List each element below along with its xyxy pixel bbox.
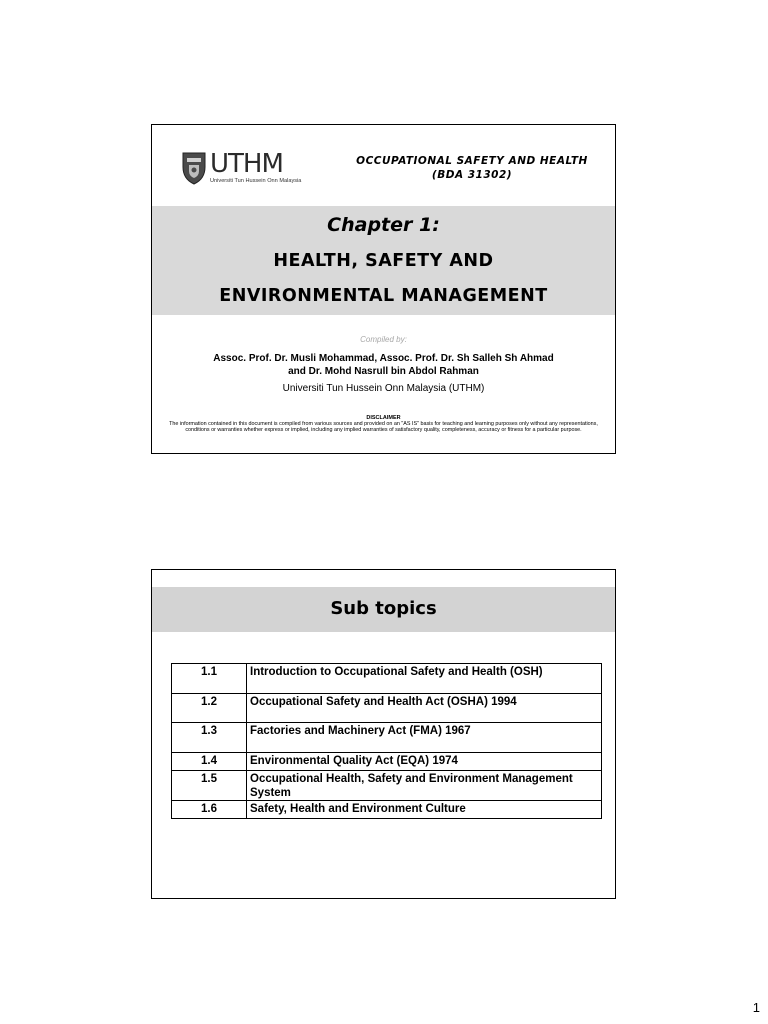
subtopics-title: Sub topics <box>330 598 437 619</box>
table-row <box>172 664 602 694</box>
uthm-logo <box>180 149 312 189</box>
subtopic-title: Occupational Health, Safety and Environment Management System <box>247 771 602 801</box>
disclaimer-title: DISCLAIMER <box>366 415 401 421</box>
title-slide <box>151 124 616 454</box>
subtopic-number: 1.1 <box>172 664 247 694</box>
subtopics-table <box>171 663 602 819</box>
compiled-by-label: Compiled by: <box>360 335 407 344</box>
subtopic-number: 1.6 <box>172 801 247 819</box>
table-row <box>172 771 602 801</box>
subtopic-number: 1.3 <box>172 723 247 753</box>
disclaimer-text: The information contained in this document is compiled from various sources and provided on an "AS IS" basis for teaching and learning purposes only without any representations, conditions or warranties whether express or implied, including any implied warranties of satisfactory quality, completeness, accuracy or fitness for a particular purpose. <box>169 421 598 434</box>
subtopics-slide <box>151 569 616 899</box>
subtopic-title: Safety, Health and Environment Culture <box>247 801 602 819</box>
table-row <box>172 723 602 753</box>
chapter-title-line-2: ENVIRONMENTAL MANAGEMENT <box>219 286 548 306</box>
chapter-heading: Chapter 1: <box>327 214 440 236</box>
subtopic-title: Occupational Safety and Health Act (OSHA) 1994 <box>247 694 602 723</box>
page-number: 1 <box>752 1000 760 1015</box>
subtopic-number: 1.4 <box>172 753 247 771</box>
logo-wordmark: UTHM <box>210 149 283 179</box>
authors <box>152 352 615 378</box>
subtopic-title: Factories and Machinery Act (FMA) 1967 <box>247 723 602 753</box>
university-name: Universiti Tun Hussein Onn Malaysia (UTHM) <box>282 383 485 394</box>
course-code: (BDA 31302) <box>431 169 513 181</box>
authors-line-1: Assoc. Prof. Dr. Musli Mohammad, Assoc. Prof. Dr. Sh Salleh Sh Ahmad <box>213 353 554 364</box>
table-row <box>172 694 602 723</box>
chapter-title-line-1: HEALTH, SAFETY AND <box>273 251 494 271</box>
subtopic-title: Environmental Quality Act (EQA) 1974 <box>247 753 602 771</box>
table-row <box>172 753 602 771</box>
logo-subtitle: Universiti Tun Hussein Onn Malaysia <box>210 178 302 184</box>
course-name: OCCUPATIONAL SAFETY AND HEALTH <box>356 155 588 167</box>
uthm-crest-icon <box>180 149 208 185</box>
authors-line-2: and Dr. Mohd Nasrull bin Abdol Rahman <box>288 366 479 377</box>
subtopic-title: Introduction to Occupational Safety and Health (OSH) <box>247 664 602 694</box>
subtopic-number: 1.2 <box>172 694 247 723</box>
course-title <box>332 154 612 182</box>
table-row <box>172 801 602 819</box>
subtopic-number: 1.5 <box>172 771 247 801</box>
